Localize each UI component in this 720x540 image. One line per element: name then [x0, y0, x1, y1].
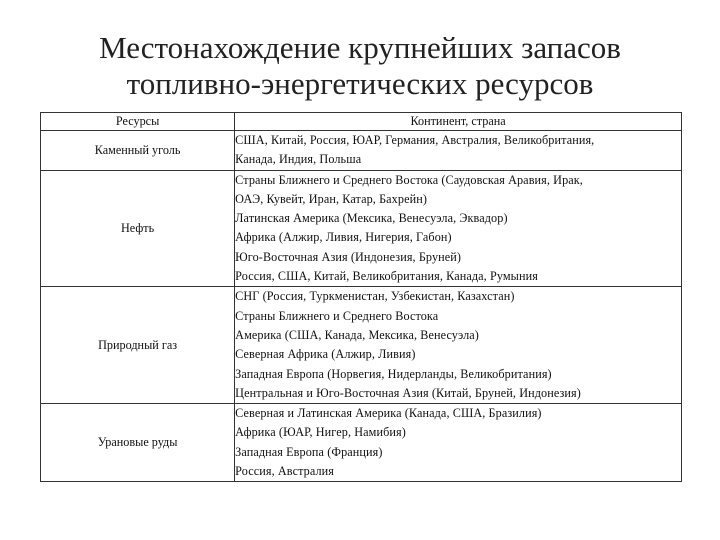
location-line: Юго-Восточная Азия (Индонезия, Бруней) — [235, 249, 462, 264]
location-line: Центральная и Юго-Восточная Азия (Китай, Бруней, Индонезия) — [235, 385, 581, 400]
table-header-row — [41, 113, 682, 131]
resource-coal: Каменный уголь — [41, 131, 235, 171]
location-line: Канада, Индия, Польша — [235, 152, 362, 167]
resource-gas: Природный газ — [41, 287, 235, 404]
resource-uranium: Урановые руды — [41, 404, 235, 482]
location-line: Россия, США, Китай, Великобритания, Канада, Румыния — [235, 269, 538, 284]
location-line: Россия, Австралия — [235, 464, 334, 479]
locations-oil — [235, 170, 682, 287]
header-resources: Ресурсы — [41, 113, 235, 131]
resources-table — [40, 112, 682, 482]
title-line-1: Местонахождение крупнейших запасов — [99, 30, 621, 65]
locations-uranium — [235, 404, 682, 482]
location-line: Западная Европа (Норвегия, Нидерланды, Великобритания) — [235, 366, 552, 381]
location-line: Северная и Латинская Америка (Канада, США, Бразилия) — [235, 406, 542, 421]
location-line: ОАЭ, Кувейт, Иран, Катар, Бахрейн) — [235, 191, 427, 206]
header-continent-country: Континент, страна — [235, 113, 682, 131]
location-line: Страны Ближнего и Среднего Востока (Саудовская Аравия, Ирак, — [235, 172, 583, 187]
title-line-2: топливно-энергетических ресурсов — [126, 66, 594, 101]
table-row-oil — [41, 170, 682, 287]
table-row-uranium — [41, 404, 682, 482]
locations-gas — [235, 287, 682, 404]
location-line: Западная Европа (Франция) — [235, 444, 383, 459]
location-line: Африка (ЮАР, Нигер, Намибия) — [235, 425, 406, 440]
resource-oil: Нефть — [41, 170, 235, 287]
location-line: Африка (Алжир, Ливия, Нигерия, Габон) — [235, 230, 452, 245]
table-row-coal — [41, 131, 682, 171]
location-line: Латинская Америка (Мексика, Венесуэла, Эквадор) — [235, 211, 508, 226]
locations-coal — [235, 131, 682, 171]
location-line: США, Китай, Россия, ЮАР, Германия, Австралия, Великобритания, — [235, 133, 595, 147]
table-row-gas — [41, 287, 682, 404]
location-line: Страны Ближнего и Среднего Востока — [235, 308, 439, 323]
slide-title — [0, 30, 720, 102]
location-line: Северная Африка (Алжир, Ливия) — [235, 347, 416, 362]
location-line: СНГ (Россия, Туркменистан, Узбекистан, Казахстан) — [235, 289, 515, 304]
location-line: Америка (США, Канада, Мексика, Венесуэла) — [235, 327, 479, 342]
